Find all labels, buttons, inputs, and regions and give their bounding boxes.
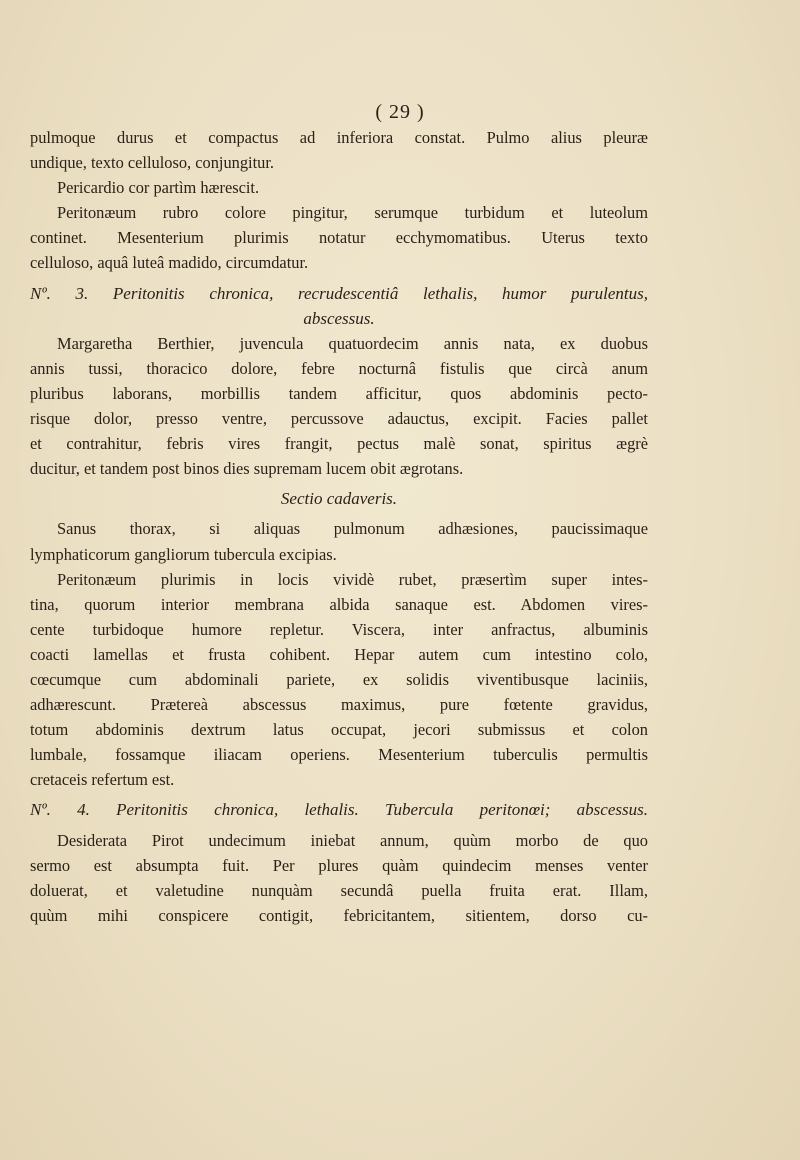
text-line: doluerat, et valetudine nunquàm secundâ puella fruita erat. Illam, <box>30 880 648 900</box>
text-line: pluribus laborans, morbillis tandem afficitur, quos abdominis pecto- <box>30 383 648 403</box>
text-line: cente turbidoque humore repletur. Viscera, inter anfractus, albuminis <box>30 619 648 639</box>
case-heading-continued: abscessus. <box>303 308 375 328</box>
text-line: et contrahitur, febris vires frangit, pectus malè sonat, spiritus ægrè <box>30 434 648 454</box>
page-number: ( 29 ) <box>375 101 425 123</box>
text-line: sermo est absumpta fuit. Per plures quàm quindecim menses venter <box>30 855 648 875</box>
text-line: Peritonæum plurimis in locis vividè rubet, præsertìm super intes- <box>57 569 648 589</box>
text-line: lumbale, fossamque iliacam operiens. Mesenterium tuberculis permultis <box>30 745 648 765</box>
text-line: lymphaticorum gangliorum tubercula excipias. <box>30 544 337 564</box>
text-line: cœcumque cum abdominali pariete, ex solidis viventibusque laciniis, <box>30 669 648 689</box>
case-heading: Nº. 3. Peritonitis chronica, recrudescentiâ lethalis, humor purulentus, <box>30 283 648 303</box>
text-line: cretaceis refertum est. <box>30 770 175 790</box>
text-line: quùm mihi conspicere contigit, febricitantem, sitientem, dorso cu- <box>30 905 648 925</box>
text-line: continet. Mesenterium plurimis notatur ecchymomatibus. Uterus texto <box>30 228 648 248</box>
text-line: ducitur, et tandem post binos dies supremam lucem obit ægrotans. <box>30 459 464 479</box>
section-heading: Sectio cadaveris. <box>280 489 398 509</box>
text-line: celluloso, aquâ luteâ madido, circumdatur. <box>30 253 309 273</box>
text-line: Pericardio cor partìm hærescit. <box>57 178 260 198</box>
text-line: tina, quorum interior membrana albida sanaque est. Abdomen vires- <box>30 594 648 614</box>
case-heading: Nº. 4. Peritonitis chronica, lethalis. Tubercula peritonœi; abscessus. <box>30 800 648 820</box>
text-line: Desiderata Pirot undecimum iniebat annum, quùm morbo de quo <box>57 830 648 850</box>
text-line: Peritonæum rubro colore pingitur, serumque turbidum et luteolum <box>57 203 648 223</box>
text-line: Margaretha Berthier, juvencula quatuordecim annis nata, ex duobus <box>57 333 648 353</box>
text-line: totum abdominis dextrum latus occupat, jecori submissus et colon <box>30 720 648 740</box>
text-line: Sanus thorax, si aliquas pulmonum adhæsiones, paucissimaque <box>57 519 648 539</box>
text-line: annis tussi, thoracico dolore, febre nocturnâ fistulis que circà anum <box>30 358 648 378</box>
text-line: adhærescunt. Prætereà abscessus maximus, pure fœtente gravidus, <box>30 695 648 715</box>
text-line: risque dolor, presso ventre, percussove adauctus, excipit. Facies pallet <box>30 409 648 429</box>
body-text <box>30 125 648 928</box>
text-line: undique, texto celluloso, conjungitur. <box>30 153 275 173</box>
text-line: pulmoque durus et compactus ad inferiora constat. Pulmo alius pleuræ <box>30 128 648 147</box>
text-line: coacti lamellas et frusta cohibent. Hepar autem cum intestino colo, <box>30 644 648 664</box>
